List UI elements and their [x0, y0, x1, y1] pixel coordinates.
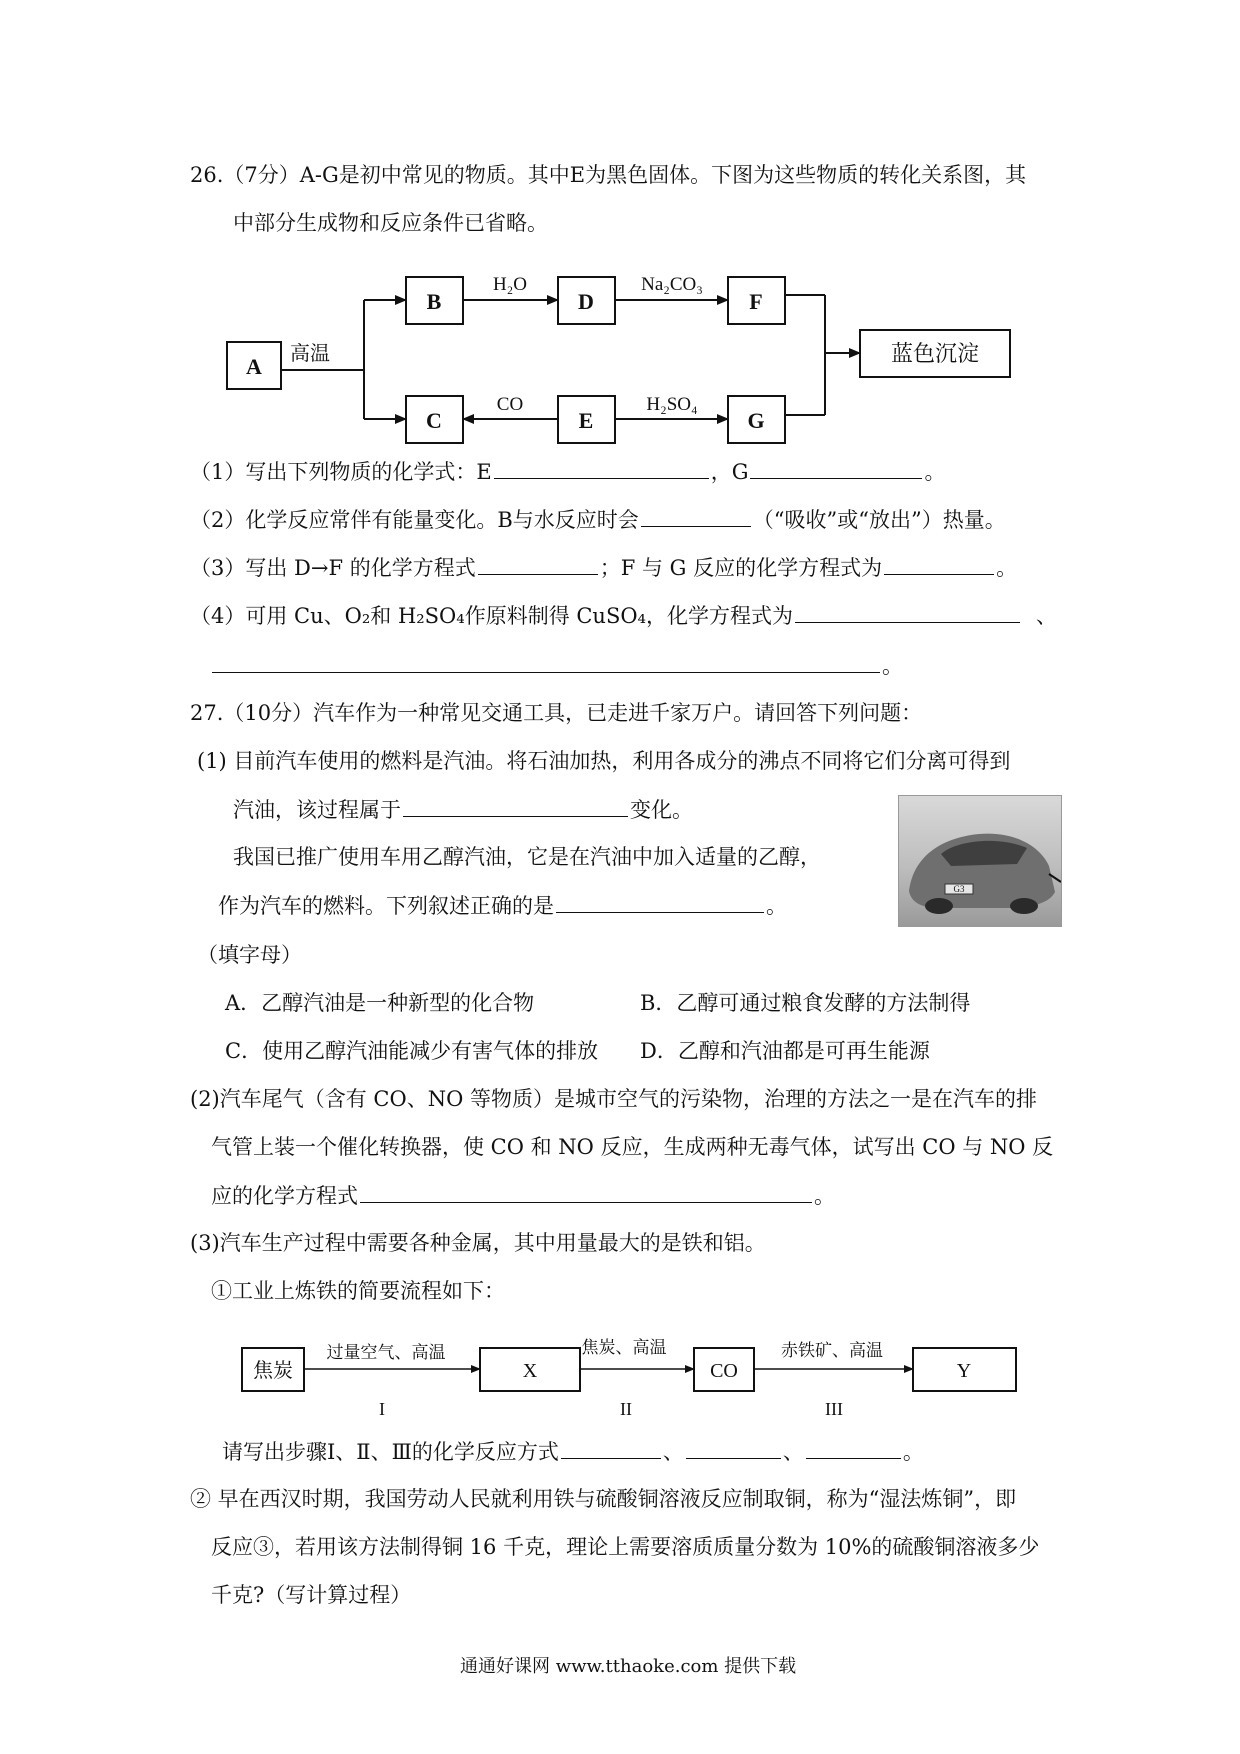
flow-step2-label: II: [620, 1399, 632, 1419]
q26-part2-blank[interactable]: [641, 504, 751, 527]
q26-part3-blank-1[interactable]: [478, 552, 598, 575]
q26-part4-blank-2[interactable]: [212, 650, 880, 673]
q26-part3-text-c: 。: [996, 556, 1018, 580]
car-icon: [899, 796, 1061, 926]
node-G-label: G: [747, 408, 765, 433]
q27-part4-line2: 反应③，若用该方法制得铜 16 千克，理论上需要溶质质量分数为 10%的硫酸铜溶液多少: [211, 1535, 1040, 1559]
q26-part4-blank-1[interactable]: [795, 600, 1020, 623]
q27-part1-line4: [218, 890, 787, 921]
q27-part3-line3-text-c: 、: [782, 1440, 804, 1464]
node-A-label: A: [246, 354, 262, 379]
q27-part3-blank-1[interactable]: [561, 1436, 661, 1459]
flow-step3-label: III: [825, 1399, 843, 1419]
q27-part2-line3-text-b: 。: [814, 1184, 835, 1208]
flow-arrow1-label: 过量空气、高温: [326, 1343, 446, 1362]
flow-box-y-label: Y: [956, 1360, 972, 1382]
car-badge: G3: [953, 884, 965, 894]
node-F-label: F: [749, 289, 763, 314]
edge-label-h2so4: H₂SO₄: [646, 394, 698, 415]
q27-option-a: A．乙醇汽油是一种新型的化合物: [225, 991, 535, 1015]
node-B-label: B: [426, 289, 442, 314]
q27-part3-line3-text-a: 请写出步骤Ⅰ、Ⅱ、Ⅲ的化学反应方式: [222, 1440, 559, 1464]
flow-box-coke-label: 焦炭: [253, 1360, 293, 1382]
node-C-label: C: [426, 408, 442, 433]
edge-label-co: CO: [496, 394, 524, 415]
q26-part4-continuation: [210, 650, 903, 681]
node-precipitate-label: 蓝色沉淀: [890, 341, 980, 366]
q27-part1-line4-text-a: 作为汽车的燃料。下列叙述正确的是: [218, 894, 554, 918]
q27-part1-line1: (1) 目前汽车使用的燃料是汽油。将石油加热，利用各成分的沸点不同将它们分离可得到: [197, 749, 1011, 773]
q27-part2-line2: 气管上装一个催化转换器，使 CO 和 NO 反应，生成两种无毒气体，试写出 CO 与 NO 反: [211, 1135, 1054, 1159]
q27-part1-line2: [233, 794, 693, 825]
q26-part1-text-b: ，G: [710, 460, 749, 484]
q27-part2-blank-equation[interactable]: [360, 1180, 812, 1203]
q26-part1: [190, 456, 945, 487]
flow-box-co-label: CO: [710, 1360, 738, 1382]
q26-part1-blank-g[interactable]: [750, 456, 922, 479]
q26-part3-text-b: ；F 与 G 反应的化学方程式为: [599, 556, 883, 580]
q27-part1-line2-text-a: 汽油，该过程属于: [233, 798, 401, 822]
q26-part3-text-a: （3）写出 D→F 的化学方程式: [190, 556, 476, 580]
q27-part3-line3-text-d: 。: [902, 1440, 924, 1464]
q27-option-c: C．使用乙醇汽油能减少有害气体的排放: [225, 1039, 599, 1063]
iron-smelting-flow: [0, 1330, 1240, 1430]
q27-part3-blank-2[interactable]: [686, 1436, 781, 1459]
q26-intro-line2: 中部分生成物和反应条件已省略。: [233, 211, 548, 235]
q27-part1-line3: 我国已推广使用车用乙醇汽油，它是在汽油中加入适量的乙醇，: [233, 845, 821, 869]
q27-part4-line3: 千克?（写计算过程）: [211, 1583, 412, 1607]
q26-part1-text-a: （1）写出下列物质的化学式：E: [190, 460, 492, 484]
q27-part2-line3: [211, 1180, 835, 1211]
node-D-label: D: [578, 289, 594, 314]
q27-part1-line2-text-b: 变化。: [630, 798, 693, 822]
q26-intro-line1: 26.（7分）A-G是初中常见的物质。其中E为黑色固体。下图为这些物质的转化关系图，其: [190, 163, 1027, 187]
page-footer: 通通好课网 www.tthaoke.com 提供下载: [460, 1656, 797, 1677]
q27-part3-line3-text-b: 、: [662, 1440, 684, 1464]
q27-option-b: B．乙醇可通过粮食发酵的方法制得: [640, 991, 971, 1015]
q27-part1-line4-text-b: 。: [766, 894, 787, 918]
edge-label-h2o: H₂O: [492, 274, 528, 295]
q26-conversion-diagram: [0, 250, 1240, 450]
q27-part3-blank-3[interactable]: [806, 1436, 901, 1459]
q26-part2-text-a: （2）化学反应常伴有能量变化。B与水反应时会: [190, 508, 639, 532]
q27-intro: 27.（10分）汽车作为一种常见交通工具，已走进千家万户。请回答下列问题：: [190, 701, 923, 725]
edge-label-na2co3: Na₂CO₃: [641, 274, 703, 295]
car-photo: [898, 795, 1062, 927]
q27-part3-line1: (3)汽车生产过程中需要各种金属，其中用量最大的是铁和铝。: [190, 1231, 766, 1255]
q27-part1-line5: （填字母）: [197, 943, 302, 967]
q27-part4-line1: ② 早在西汉时期，我国劳动人民就利用铁与硫酸铜溶液反应制取铜，称为“湿法炼铜”，即: [190, 1487, 1017, 1511]
q26-part4-text-b: 、: [1035, 604, 1057, 628]
q26-part4-text-a: （4）可用 Cu、O₂和 H₂SO₄作原料制得 CuSO₄，化学方程式为: [190, 604, 793, 628]
q26-part2-text-b: （“吸收”或“放出”）热量。: [752, 508, 1006, 532]
q27-part2-line3-text-a: 应的化学方程式: [211, 1184, 358, 1208]
q26-part4-end: 。: [882, 654, 903, 678]
edge-label-high-temp: 高温: [290, 343, 330, 365]
q26-part1-blank-e[interactable]: [494, 456, 709, 479]
q26-part3: [190, 552, 1017, 583]
q26-part3-blank-2[interactable]: [884, 552, 994, 575]
q26-part4: [190, 600, 1057, 631]
q27-part1-blank-answer[interactable]: [556, 890, 764, 913]
q27-part1-blank-change[interactable]: [403, 794, 628, 817]
q26-part2: [190, 504, 1006, 535]
q27-option-d: D．乙醇和汽油都是可再生能源: [640, 1039, 930, 1063]
q27-part3-line2: ①工业上炼铁的简要流程如下：: [211, 1279, 505, 1303]
flow-arrow2-label: 焦炭、高温: [581, 1338, 667, 1357]
node-E-label: E: [578, 408, 594, 433]
q27-part2-line1: (2)汽车尾气（含有 CO、NO 等物质）是城市空气的污染物，治理的方法之一是在汽车的排: [190, 1087, 1037, 1111]
flow-arrow3-label: 赤铁矿、高温: [781, 1341, 883, 1360]
flow-box-x-label: X: [522, 1360, 538, 1382]
q26-part1-text-c: 。: [924, 460, 946, 484]
q27-part3-line3: [222, 1436, 924, 1467]
flow-step1-label: I: [379, 1399, 385, 1419]
